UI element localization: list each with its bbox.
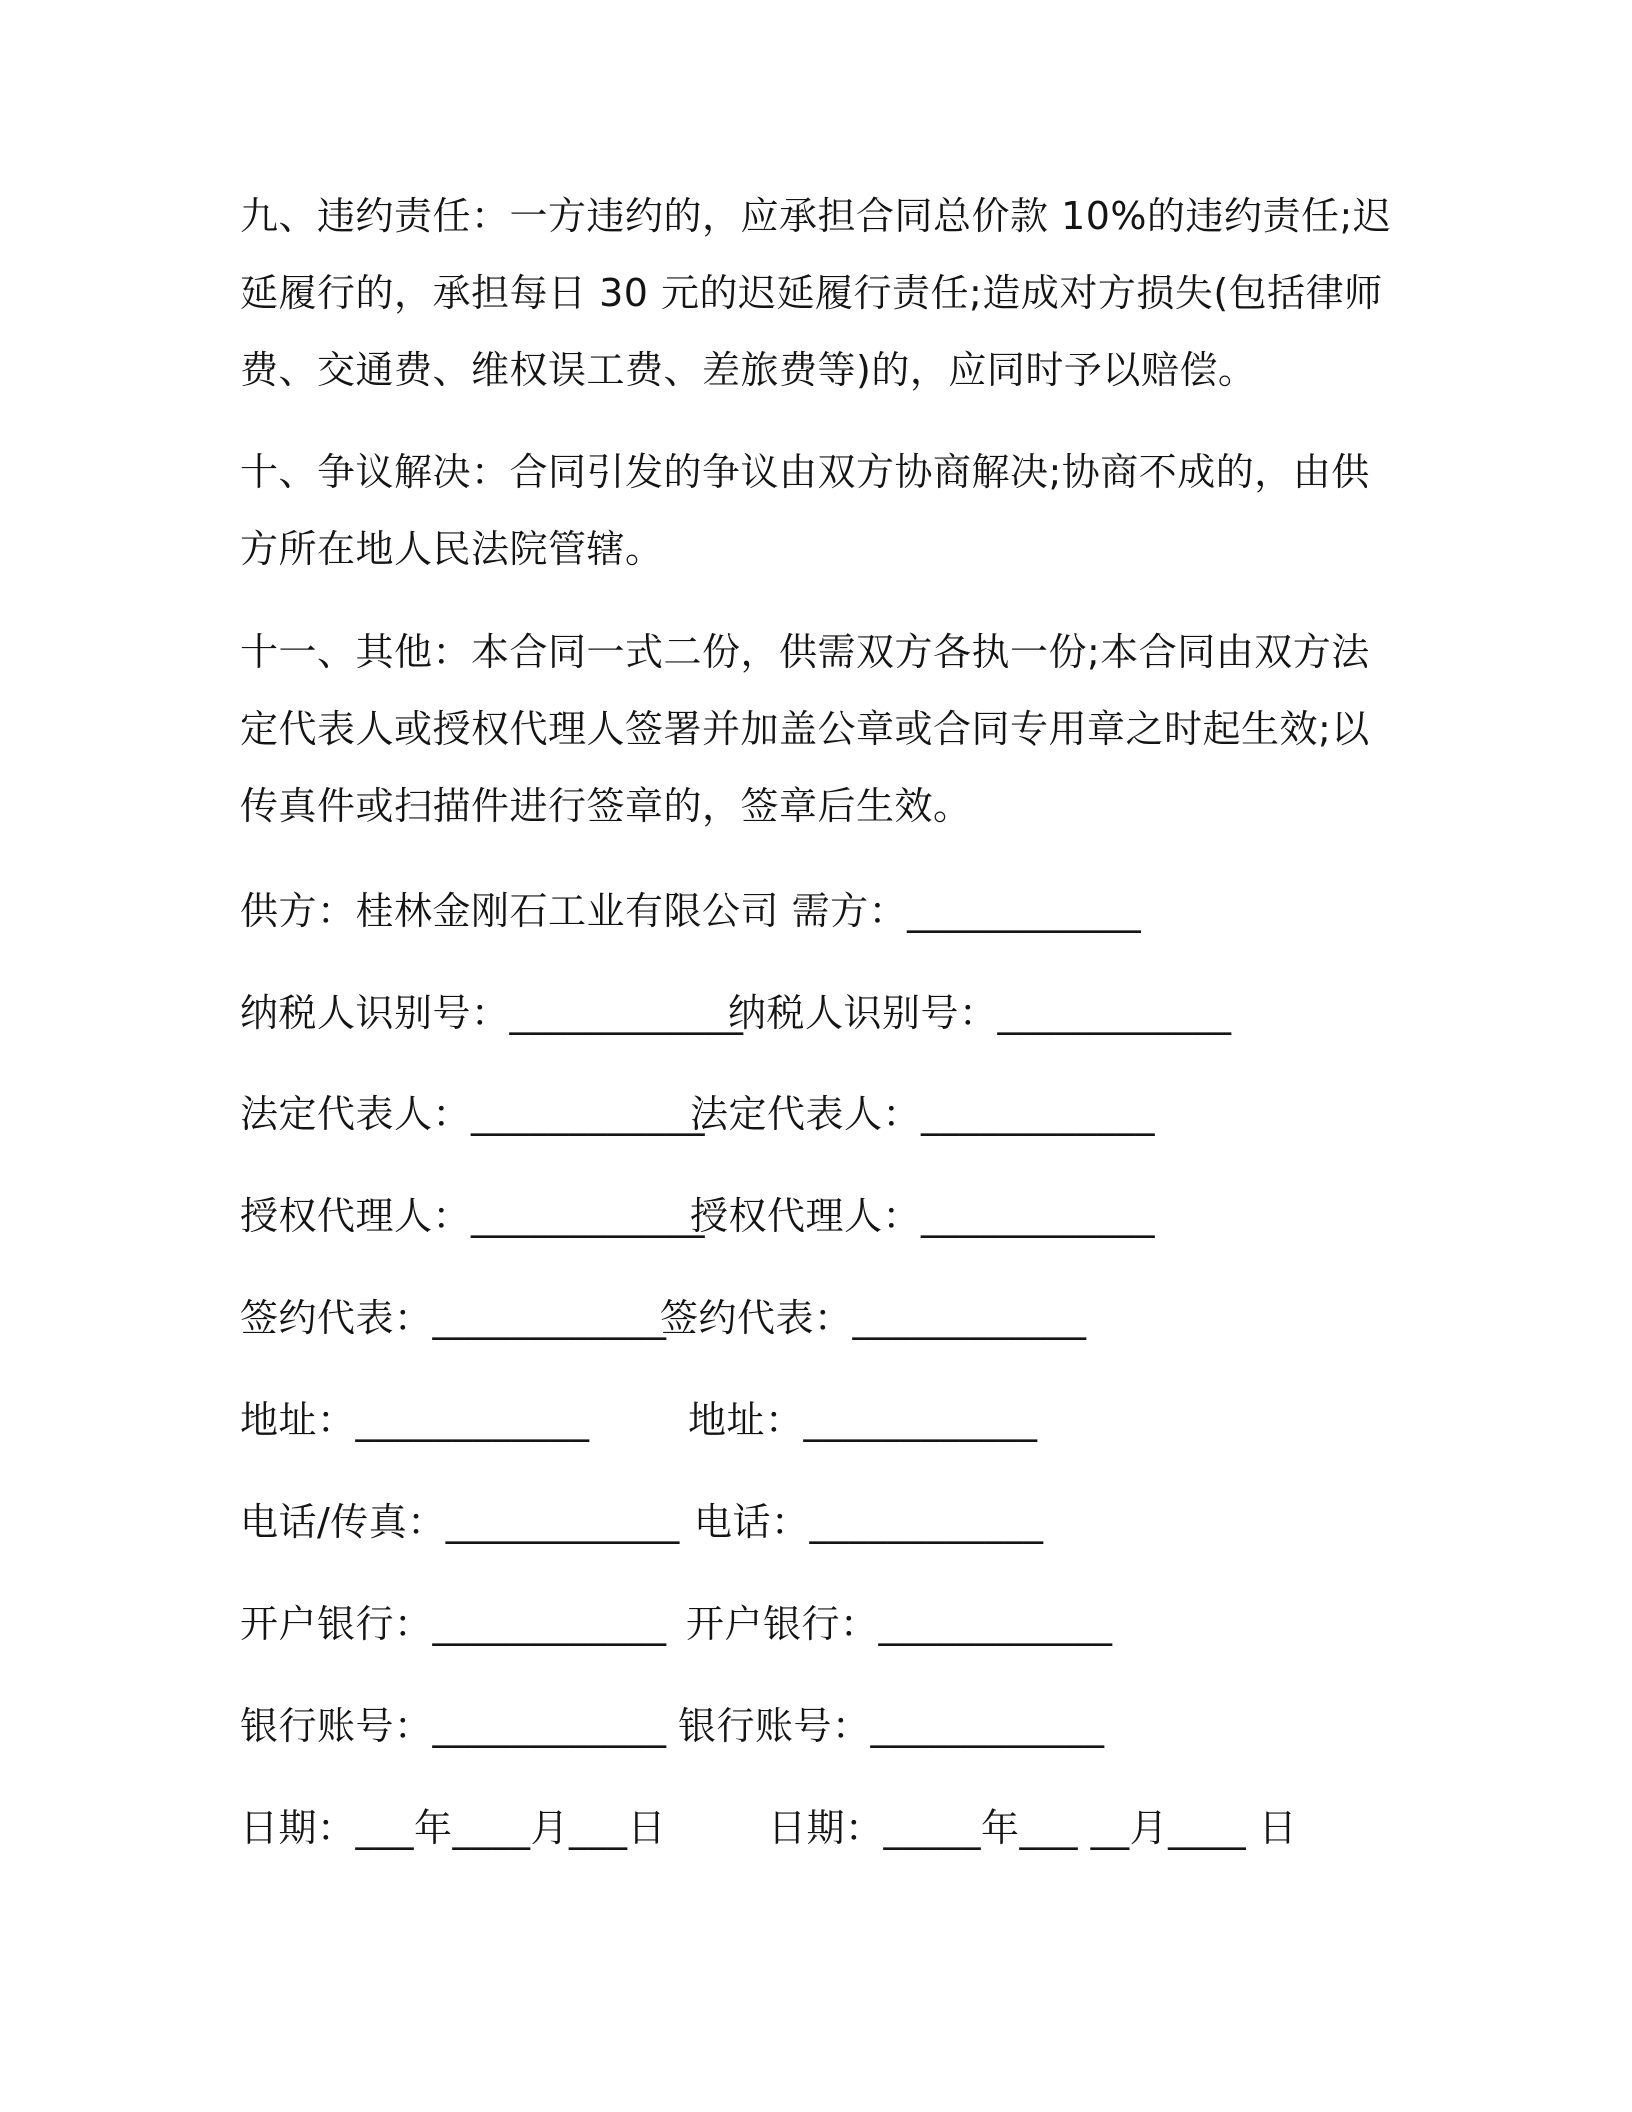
clause-breach-of-contract: 九、违约责任：一方违约的，应承担合同总价款 10%的违约责任;迟延履行的，承担每日 30 元的迟延履行责任;造成对方损失(包括律师费、交通费、维权误工费、差旅费等)的，应同时予以赔偿。 (240, 194, 1392, 392)
authorized-agent-buyer: 授权代理人：____________ (690, 1194, 1156, 1238)
date-supplier: 日期：___年____月___日 (240, 1806, 667, 1850)
taxpayer-id-buyer: 纳税人识别号：____________ (728, 991, 1232, 1035)
date-buyer: 日期：_____年___ __月____ 日 (768, 1806, 1298, 1850)
signature-parties-line: 供方：桂林金刚石工业有限公司 需方：____________ (240, 889, 1142, 933)
clause-other: 十一、其他：本合同一式二份，供需双方各执一份;本合同由双方法定代表人或授权代理人签署并加盖公章或合同专用章之时起生效;以传真件或扫描件进行签章的，签章后生效。 (240, 630, 1370, 828)
address-buyer: 地址：____________ (688, 1398, 1038, 1442)
authorized-agent-supplier: 授权代理人：____________ (240, 1194, 706, 1238)
account-supplier: 银行账号：____________ (240, 1704, 667, 1748)
account-buyer: 银行账号：____________ (678, 1704, 1105, 1748)
bank-supplier: 开户银行：____________ (240, 1602, 667, 1646)
taxpayer-id-supplier: 纳税人识别号：____________ (240, 991, 744, 1035)
bank-buyer: 开户银行：____________ (686, 1602, 1113, 1646)
clause-dispute-resolution: 十、争议解决：合同引发的争议由双方协商解决;协商不成的，由供方所在地人民法院管辖。 (240, 450, 1370, 571)
phone-buyer: 电话：____________ (694, 1500, 1044, 1544)
phone-fax-supplier: 电话/传真：____________ (240, 1500, 680, 1544)
legal-rep-supplier: 法定代表人：____________ (240, 1092, 706, 1136)
address-supplier: 地址：____________ (240, 1398, 590, 1442)
signing-rep-buyer: 签约代表：____________ (660, 1296, 1087, 1340)
legal-rep-buyer: 法定代表人：____________ (690, 1092, 1156, 1136)
signing-rep-supplier: 签约代表：____________ (240, 1296, 667, 1340)
